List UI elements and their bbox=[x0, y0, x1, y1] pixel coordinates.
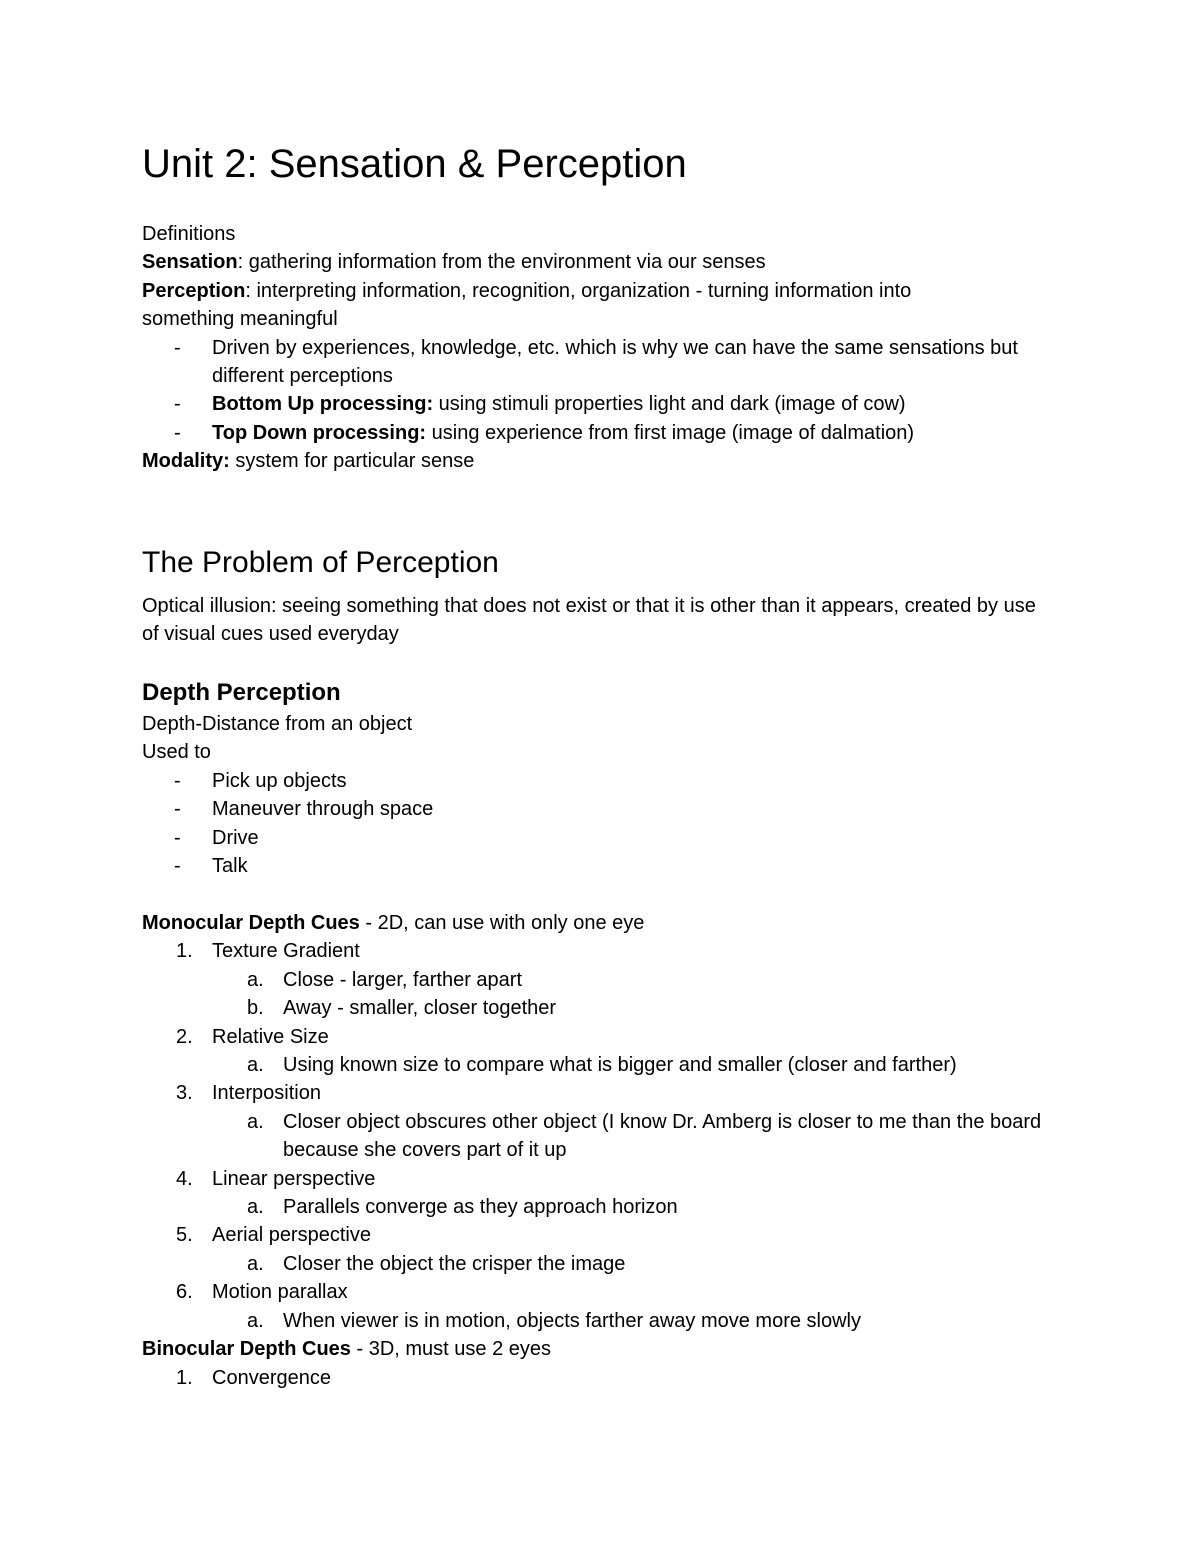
item-number: 1. bbox=[176, 940, 193, 963]
list-item bbox=[142, 767, 1062, 795]
sub-item-letter: a. bbox=[247, 968, 264, 991]
list-item-text: Driven by experiences, knowledge, etc. which is why we can have the same sensations but different perceptions bbox=[212, 336, 1018, 388]
used-to-label: Used to bbox=[142, 741, 211, 764]
sub-item-text: Parallels converge as they approach horizon bbox=[283, 1196, 678, 1219]
modality-text: system for particular sense bbox=[229, 450, 475, 473]
sub-item bbox=[142, 1051, 1062, 1079]
definitions-section bbox=[142, 220, 1062, 476]
sub-item-letter: a. bbox=[247, 1110, 264, 1133]
numbered-item bbox=[142, 1079, 1062, 1107]
item-text: Convergence bbox=[212, 1366, 331, 1389]
binocular-desc: - 3D, must use 2 eyes bbox=[350, 1338, 551, 1361]
item-text: Interposition bbox=[212, 1082, 321, 1105]
bullet-dash: - bbox=[174, 769, 181, 792]
sub-item bbox=[142, 966, 1062, 994]
perception-text: : interpreting information, recognition, organization - turning information into something meaningful bbox=[142, 279, 912, 331]
list-item bbox=[142, 390, 1062, 418]
sub-item-letter: a. bbox=[247, 1196, 264, 1219]
item-number: 4. bbox=[176, 1167, 193, 1190]
depth-section bbox=[142, 710, 1062, 880]
numbered-item bbox=[142, 1165, 1062, 1193]
item-number: 2. bbox=[176, 1025, 193, 1048]
numbered-item bbox=[142, 937, 1062, 965]
modality-definition bbox=[142, 447, 1062, 475]
sub-item-letter: a. bbox=[247, 1252, 264, 1275]
list-item-text: Maneuver through space bbox=[212, 798, 434, 821]
monocular-heading bbox=[142, 909, 1062, 937]
bullet-dash: - bbox=[174, 421, 181, 444]
item-number: 3. bbox=[176, 1082, 193, 1105]
bullet-dash: - bbox=[174, 826, 181, 849]
list-item bbox=[142, 852, 1062, 880]
sensation-text: : gathering information from the environment via our senses bbox=[237, 251, 766, 274]
numbered-item bbox=[142, 1023, 1062, 1051]
list-item-text: Pick up objects bbox=[212, 769, 347, 792]
page-title: Unit 2: Sensation & Perception bbox=[142, 142, 687, 186]
monocular-desc: - 2D, can use with only one eye bbox=[359, 912, 645, 934]
sensation-definition bbox=[142, 248, 1062, 276]
list-item bbox=[142, 795, 1062, 823]
item-number: 1. bbox=[176, 1366, 193, 1389]
sub-item-text: Closer the object the crisper the image bbox=[283, 1252, 626, 1275]
item-text: Linear perspective bbox=[212, 1167, 376, 1190]
problem-section bbox=[142, 592, 1047, 649]
item-text: Relative Size bbox=[212, 1025, 329, 1048]
bullet-dash: - bbox=[174, 855, 181, 878]
sub-item bbox=[142, 994, 1062, 1022]
item-text: Motion parallax bbox=[212, 1281, 348, 1304]
list-item bbox=[142, 419, 1062, 447]
depth-cues-section bbox=[142, 909, 1062, 1392]
sub-item bbox=[142, 1307, 1062, 1335]
bottom-up-term: Bottom Up processing: bbox=[212, 393, 434, 416]
sub-item-text: Close - larger, farther apart bbox=[283, 968, 522, 991]
list-item bbox=[142, 824, 1062, 852]
depth-heading: Depth Perception bbox=[142, 679, 341, 706]
sub-item-letter: a. bbox=[247, 1309, 264, 1332]
sub-item bbox=[142, 1250, 1062, 1278]
item-number: 6. bbox=[176, 1281, 193, 1304]
list-item bbox=[142, 334, 1052, 391]
list-item-text: using experience from first image (image of dalmation) bbox=[426, 421, 915, 444]
list-item-text: using stimuli properties light and dark (image of cow) bbox=[433, 393, 906, 416]
sub-item-text: Closer object obscures other object (I know Dr. Amberg is closer to me than the board because she covers part of it up bbox=[283, 1110, 1042, 1162]
sub-item bbox=[142, 1108, 1053, 1165]
problem-heading: The Problem of Perception bbox=[142, 546, 499, 579]
list-item-text: Drive bbox=[212, 826, 259, 849]
bullet-dash: - bbox=[174, 393, 181, 416]
perception-term: Perception bbox=[142, 279, 246, 302]
sub-item-text: Using known size to compare what is bigger and smaller (closer and farther) bbox=[283, 1054, 957, 1077]
numbered-item bbox=[142, 1278, 1062, 1306]
numbered-item bbox=[142, 1221, 1062, 1249]
item-number: 5. bbox=[176, 1224, 193, 1247]
perception-definition bbox=[142, 277, 992, 334]
list-item-text: Talk bbox=[212, 855, 248, 878]
bullet-dash: - bbox=[174, 798, 181, 821]
top-down-term: Top Down processing: bbox=[212, 421, 427, 444]
item-text: Aerial perspective bbox=[212, 1224, 371, 1247]
sensation-term: Sensation bbox=[142, 251, 238, 274]
depth-definition: Depth-Distance from an object bbox=[142, 713, 413, 735]
binocular-heading bbox=[142, 1335, 1062, 1363]
item-text: Texture Gradient bbox=[212, 940, 360, 963]
optical-illusion-text: Optical illusion: seeing something that does not exist or that it is other than it appears, created by use of visual cues used everyday bbox=[142, 595, 1036, 646]
modality-term: Modality: bbox=[142, 450, 230, 473]
sub-item-letter: a. bbox=[247, 1054, 264, 1077]
monocular-term: Monocular Depth Cues bbox=[142, 912, 360, 934]
numbered-item bbox=[142, 1364, 1062, 1392]
sub-item-text: When viewer is in motion, objects farther away move more slowly bbox=[283, 1309, 861, 1332]
sub-item bbox=[142, 1193, 1062, 1221]
bullet-dash: - bbox=[174, 336, 181, 359]
definitions-heading: Definitions bbox=[142, 223, 236, 245]
binocular-term: Binocular Depth Cues bbox=[142, 1338, 351, 1361]
sub-item-text: Away - smaller, closer together bbox=[283, 997, 557, 1020]
sub-item-letter: b. bbox=[247, 997, 264, 1020]
